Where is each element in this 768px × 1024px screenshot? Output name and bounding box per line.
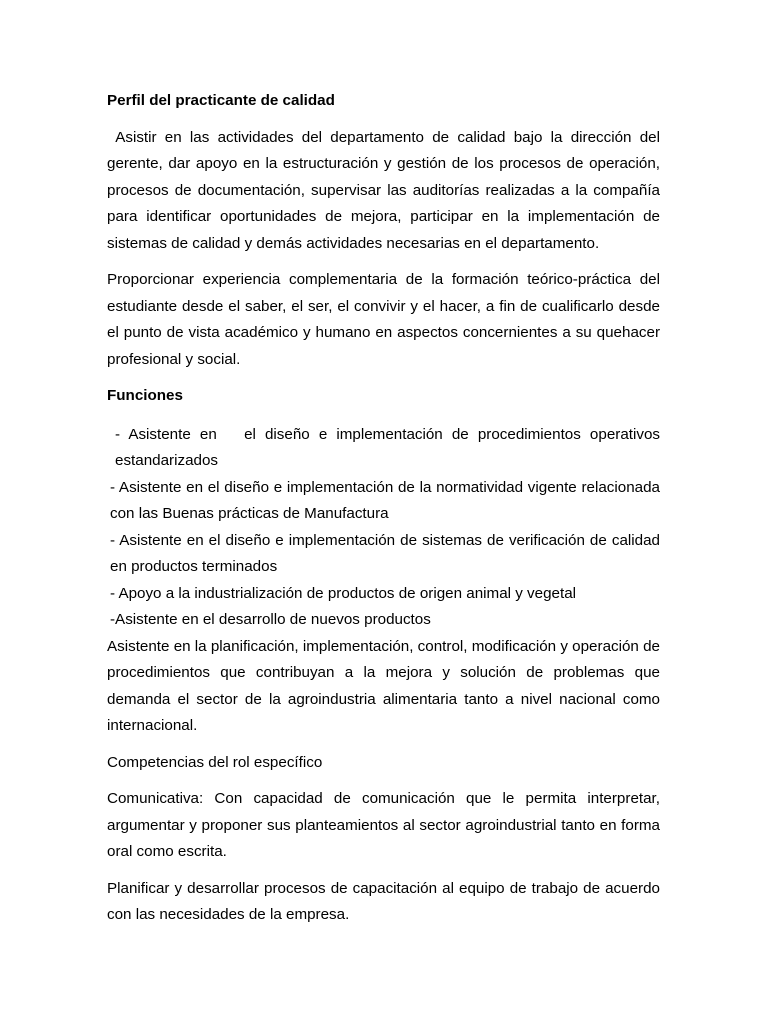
- intro-paragraph-2: Proporcionar experiencia complementaria de la formación teórico-práctica del estudiante desde el saber, el ser, el convivir y el hacer, a fin de cualificarlo desde el punto de vista académico y humano en aspectos concernientes a su quehacer profesional y social.: [107, 271, 660, 368]
- competency-paragraph-2: Planificar y desarrollar procesos de capacitación al equipo de trabajo de acuerdo con las necesidades de la empresa.: [107, 879, 660, 923]
- function-item: -Asistente en el desarrollo de nuevos productos: [110, 611, 431, 628]
- document-page: [107, 88, 665, 939]
- function-item: - Asistente en el diseño e implementación de la normatividad vigente relacionada con las Buenas prácticas de Manufactura: [110, 478, 660, 522]
- function-item: - Apoyo a la industrialización de productos de origen animal y vegetal: [110, 584, 577, 602]
- competency-paragraph-1: Comunicativa: Con capacidad de comunicación que le permita interpretar, argumentar y proponer sus planteamientos al sector agroindustrial tanto en forma oral como escrita.: [107, 790, 660, 860]
- intro-paragraph-1: Asistir en las actividades del departamento de calidad bajo la dirección del gerente, dar apoyo en la estructuración y gestión de los procesos de operación, procesos de documentación, supervisar las auditorías realizadas a la compañía para identificar oportunidades de mejora, participar en la implementación de sistemas de calidad y demás actividades necesarias en el departamento.: [107, 128, 665, 252]
- functions-heading: Funciones: [107, 387, 183, 404]
- function-item: - Asistente en el diseño e implementación de sistemas de verificación de calidad en productos terminados: [110, 531, 660, 575]
- functions-list: [107, 422, 665, 634]
- function-item: - Asistente en el diseño e implementación de procedimientos operativos estandarizados: [115, 425, 665, 469]
- functions-summary: Asistente en la planificación, implementación, control, modificación y operación de procedimientos que contribuyan a la mejora y solución de problemas que demanda el sector de la agroindustria alimentaria tanto a nivel nacional como internacional.: [107, 637, 660, 734]
- document-title: Perfil del practicante de calidad: [107, 92, 335, 109]
- competencies-heading: Competencias del rol específico: [107, 753, 323, 771]
